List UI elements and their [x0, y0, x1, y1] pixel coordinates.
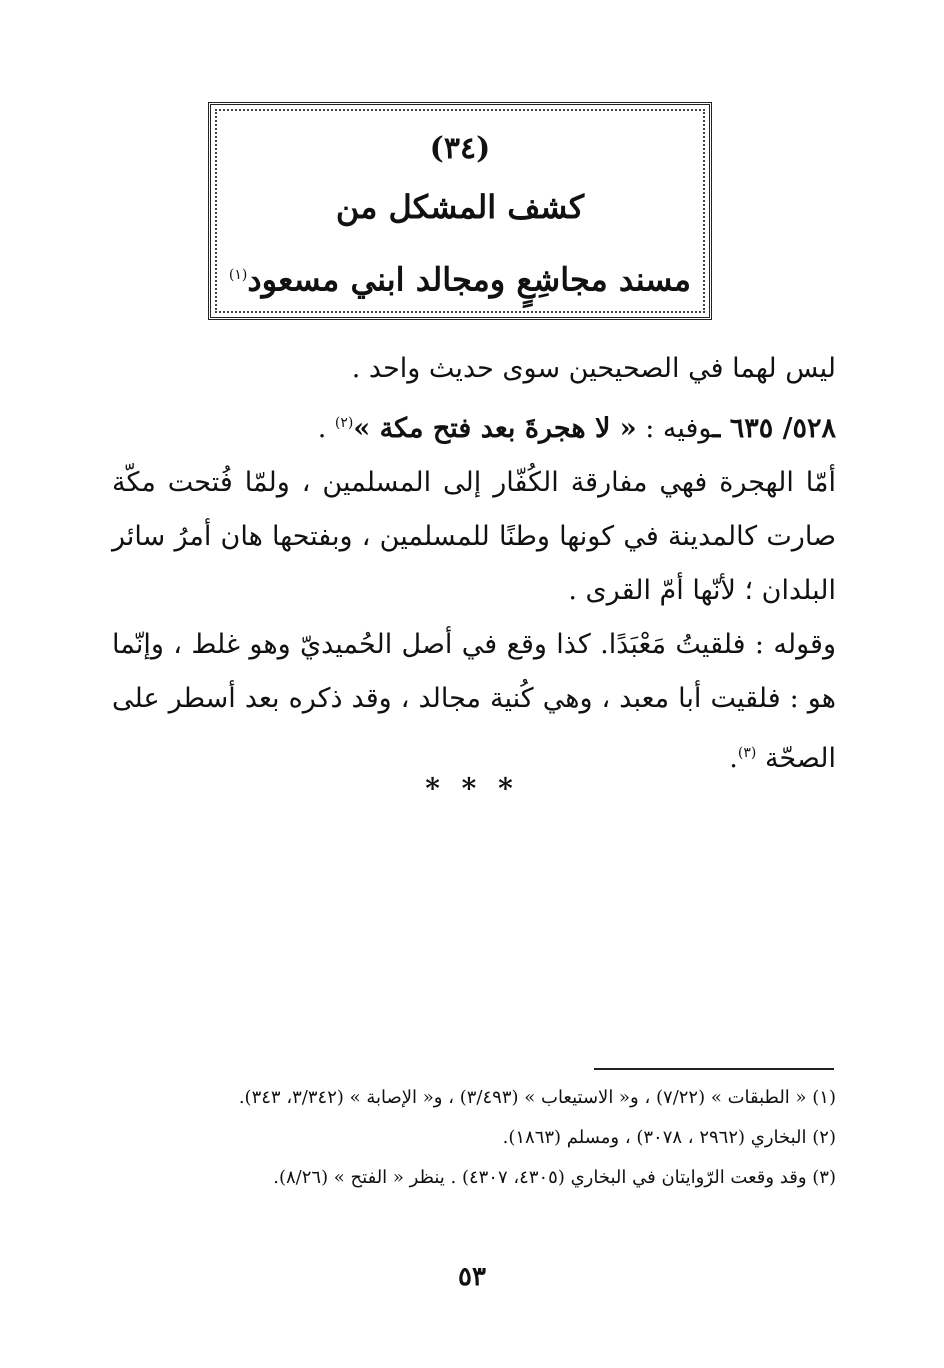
footnote-marker-2: (٢): [334, 415, 354, 431]
hadith-paragraph: [112, 396, 836, 456]
intro-paragraph: ليس لهما في الصحيحين سوى حديث واحد .: [351, 353, 836, 384]
hadith-reference-number: ٥٢٨/ ٦٣٥ ـ: [712, 413, 836, 444]
chapter-subtitle-text: مسند مجاشِعٍ ومجالد ابني مسعود: [247, 260, 692, 299]
footnote-marker-3: (٣): [737, 745, 757, 761]
footnotes: [140, 1078, 836, 1198]
commentary-paragraph-2-text: وقوله : فلقيتُ مَعْبَدًا. كذا وقع في أصل الحُميديّ وهو غلط ، وإنّما هو : فلقيت أبا معبد ، وهي كُنية مجالد ، وقد ذكره بعد أسطر على الصحّة: [112, 629, 836, 774]
page-number: ٥٣: [458, 1262, 486, 1292]
commentary-paragraph-2: [112, 618, 836, 786]
commentary-paragraph-1: أمّا الهجرة فهي مفارقة الكُفّار إلى المسلمين ، ولمّا فُتحت مكّة صارت كالمدينة في كونها وطنًا للمسلمين ، وبفتحها هان أمرُ سائر البلدان ؛ لأنّها أمّ القرى .: [112, 467, 836, 606]
chapter-title-frame: [208, 102, 712, 320]
main-text: [112, 342, 836, 786]
hadith-intro: وفيه :: [636, 413, 713, 444]
commentary-paragraph-2-end: .: [729, 743, 738, 774]
footnote-3: (٣) وقد وقعت الرّوايتان في البخاري (٤٣٠٥، ٤٣٠٧) . ينظر « الفتح » (٨/٢٦).: [273, 1167, 836, 1188]
footnote-1: (١) « الطبقات » (٧/٢٢) ، و« الاستيعاب » (٣/٤٩٣) ، و« الإصابة » (٣/٣٤٢، ٣٤٣).: [238, 1087, 836, 1108]
chapter-title: كشف المشكل من: [335, 188, 585, 226]
chapter-title-inner-border: [215, 109, 705, 313]
section-separator: * * *: [425, 772, 519, 805]
footnote-2: (٢) البخاري (٢٩٦٢ ، ٣٠٧٨) ، ومسلم (١٨٦٣).: [502, 1127, 836, 1148]
chapter-subtitle: [217, 249, 703, 306]
footnote-divider: [594, 1068, 834, 1070]
chapter-number: (٣٤): [429, 131, 491, 166]
hadith-end: .: [317, 413, 335, 444]
footnote-marker-1: (١): [228, 267, 248, 283]
hadith-quote: « لا هجرةَ بعد فتح مكة »: [353, 413, 637, 444]
